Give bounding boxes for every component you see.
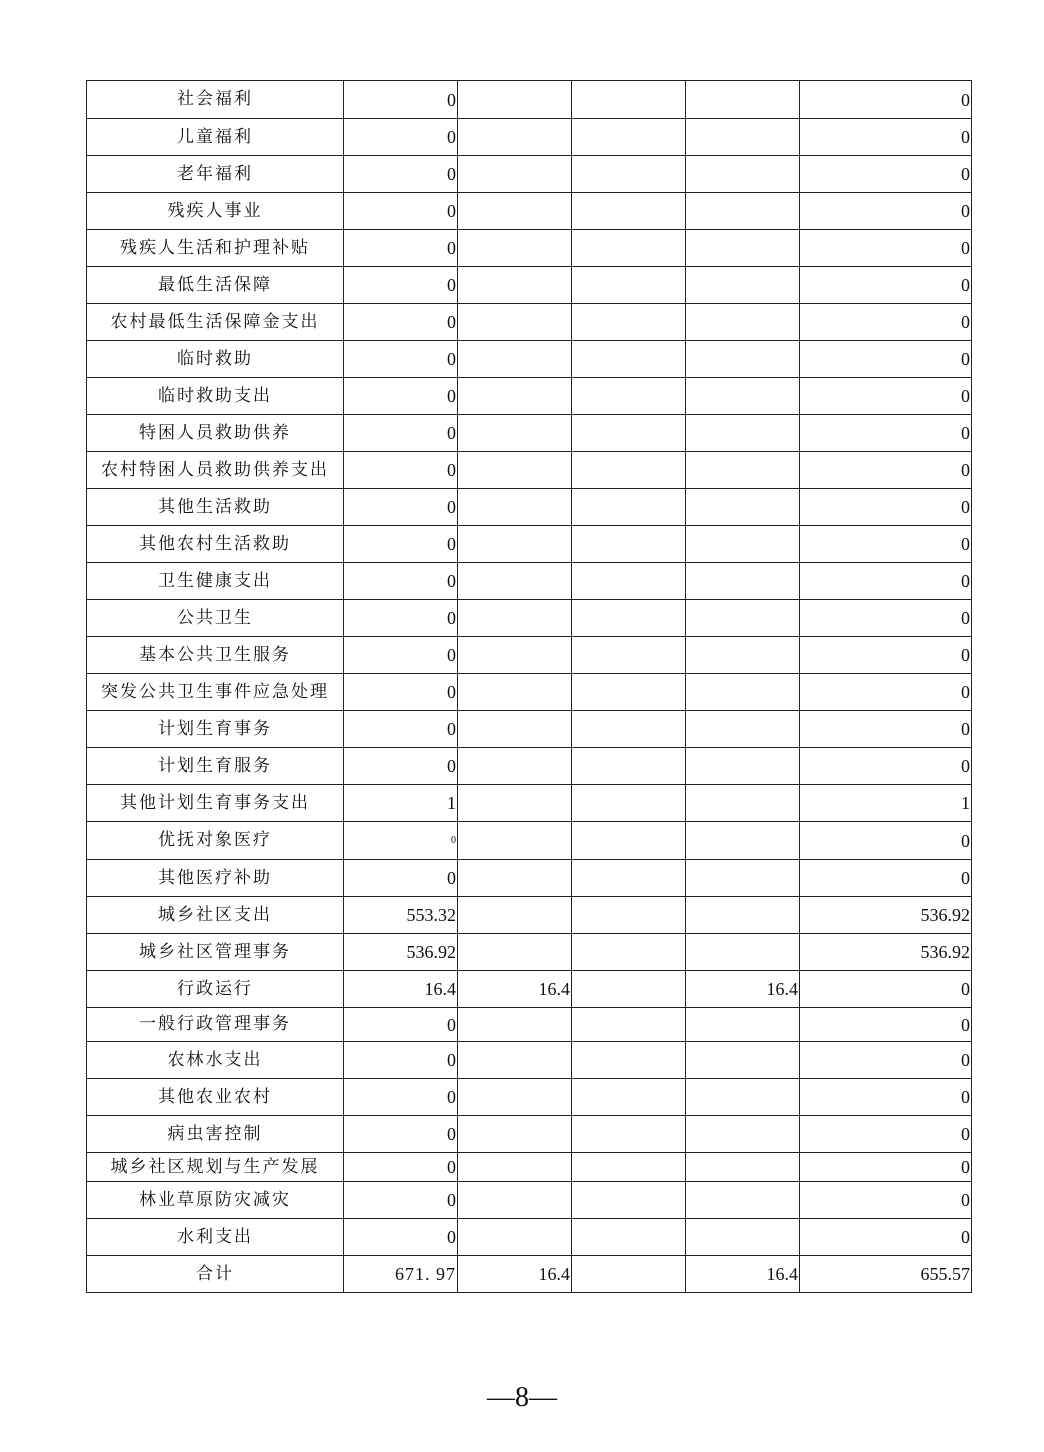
cell-c3	[686, 822, 800, 860]
table-row	[87, 822, 972, 860]
total-row	[87, 1256, 972, 1293]
table-row	[87, 1182, 972, 1219]
table-row	[87, 637, 972, 674]
cell-c1: 0	[344, 526, 458, 563]
table-row	[87, 600, 972, 637]
cell-empty	[572, 452, 686, 489]
cell-empty	[572, 1153, 686, 1182]
cell-c3	[686, 674, 800, 711]
cell-c3	[686, 1008, 800, 1042]
cell-c3	[686, 81, 800, 119]
cell-c3	[686, 748, 800, 785]
cell-c4: 0	[800, 489, 972, 526]
cell-empty	[572, 971, 686, 1008]
table-body	[87, 81, 972, 1293]
cell-empty	[572, 119, 686, 156]
cell-c2	[458, 748, 572, 785]
cell-c4: 0	[800, 230, 972, 267]
cell-c1: 0	[344, 119, 458, 156]
cell-c3	[686, 1219, 800, 1256]
cell-c2	[458, 674, 572, 711]
cell-empty	[572, 415, 686, 452]
cell-c4: 536.92	[800, 934, 972, 971]
cell-c2	[458, 1008, 572, 1042]
table-row	[87, 674, 972, 711]
cell-c1: 0	[344, 489, 458, 526]
cell-empty	[572, 785, 686, 822]
cell-c3	[686, 1153, 800, 1182]
cell-c3	[686, 526, 800, 563]
cell-empty	[572, 860, 686, 897]
row-label: 老年福利	[87, 156, 344, 193]
cell-empty	[572, 1256, 686, 1293]
table-row	[87, 267, 972, 304]
cell-c2	[458, 822, 572, 860]
cell-c4: 0	[800, 452, 972, 489]
table-row	[87, 1116, 972, 1153]
cell-c4: 0	[800, 1042, 972, 1079]
cell-c1: 1	[344, 785, 458, 822]
row-label: 其他农村生活救助	[87, 526, 344, 563]
cell-c3	[686, 378, 800, 415]
cell-c4: 0	[800, 1079, 972, 1116]
table-row	[87, 1079, 972, 1116]
cell-c4: 0	[800, 1153, 972, 1182]
row-label: 病虫害控制	[87, 1116, 344, 1153]
cell-c1: 0	[344, 193, 458, 230]
cell-c1: 0	[344, 230, 458, 267]
table-row	[87, 489, 972, 526]
cell-c2	[458, 304, 572, 341]
table-row	[87, 1008, 972, 1042]
cell-c4: 0	[800, 193, 972, 230]
cell-c3	[686, 600, 800, 637]
cell-c2	[458, 156, 572, 193]
cell-c3	[686, 230, 800, 267]
cell-c2	[458, 600, 572, 637]
cell-c1: 0	[344, 267, 458, 304]
cell-empty	[572, 341, 686, 378]
cell-empty	[572, 711, 686, 748]
cell-c1: 0	[344, 341, 458, 378]
cell-c3	[686, 711, 800, 748]
cell-c1: 0	[344, 600, 458, 637]
table-row	[87, 81, 972, 119]
table-row	[87, 563, 972, 600]
cell-c4: 0	[800, 304, 972, 341]
cell-c2	[458, 378, 572, 415]
cell-c2: 16.4	[458, 971, 572, 1008]
cell-c2	[458, 934, 572, 971]
cell-empty	[572, 748, 686, 785]
row-label: 临时救助	[87, 341, 344, 378]
row-label: 残疾人生活和护理补贴	[87, 230, 344, 267]
cell-c4: 0	[800, 711, 972, 748]
cell-c1: 553.32	[344, 897, 458, 934]
cell-c1: 0	[344, 563, 458, 600]
row-label: 临时救助支出	[87, 378, 344, 415]
cell-empty	[572, 378, 686, 415]
cell-c4: 536.92	[800, 897, 972, 934]
cell-c4: 0	[800, 674, 972, 711]
row-label: 行政运行	[87, 971, 344, 1008]
cell-c1: 0	[344, 637, 458, 674]
cell-c4: 0	[800, 378, 972, 415]
table-row	[87, 526, 972, 563]
row-label: 城乡社区支出	[87, 897, 344, 934]
cell-empty	[572, 674, 686, 711]
cell-c2	[458, 415, 572, 452]
cell-empty	[572, 934, 686, 971]
row-label: 城乡社区管理事务	[87, 934, 344, 971]
cell-empty	[572, 1079, 686, 1116]
cell-c4: 0	[800, 822, 972, 860]
cell-c1: 0	[344, 1079, 458, 1116]
row-label: 计划生育事务	[87, 711, 344, 748]
row-label: 林业草原防灾减灾	[87, 1182, 344, 1219]
cell-c1: 671. 97	[344, 1256, 458, 1293]
cell-c2	[458, 193, 572, 230]
cell-c4: 0	[800, 341, 972, 378]
cell-c1: 0	[344, 156, 458, 193]
cell-empty	[572, 526, 686, 563]
cell-c4: 655.57	[800, 1256, 972, 1293]
row-label: 合计	[87, 1256, 344, 1293]
cell-c3	[686, 489, 800, 526]
cell-c2	[458, 526, 572, 563]
cell-c3	[686, 785, 800, 822]
row-label: 其他医疗补助	[87, 860, 344, 897]
cell-c1: 0	[344, 81, 458, 119]
row-label: 优抚对象医疗	[87, 822, 344, 860]
cell-c3	[686, 452, 800, 489]
cell-c2	[458, 1116, 572, 1153]
row-label: 计划生育服务	[87, 748, 344, 785]
cell-empty	[572, 600, 686, 637]
cell-c3	[686, 304, 800, 341]
cell-c3	[686, 637, 800, 674]
cell-c3	[686, 1079, 800, 1116]
row-label: 特困人员救助供养	[87, 415, 344, 452]
table-row	[87, 860, 972, 897]
cell-c3	[686, 341, 800, 378]
table-row	[87, 897, 972, 934]
cell-c3	[686, 934, 800, 971]
row-label: 儿童福利	[87, 119, 344, 156]
cell-c3	[686, 1116, 800, 1153]
table-row	[87, 971, 972, 1008]
cell-c2	[458, 1182, 572, 1219]
row-label: 农村特困人员救助供养支出	[87, 452, 344, 489]
cell-c4: 0	[800, 119, 972, 156]
cell-c2	[458, 1079, 572, 1116]
row-label: 公共卫生	[87, 600, 344, 637]
cell-c4: 0	[800, 563, 972, 600]
cell-empty	[572, 1182, 686, 1219]
table-row	[87, 1042, 972, 1079]
table-row	[87, 304, 972, 341]
cell-c3	[686, 563, 800, 600]
row-label: 其他生活救助	[87, 489, 344, 526]
cell-c2	[458, 637, 572, 674]
row-label: 农村最低生活保障金支出	[87, 304, 344, 341]
cell-c1: 0	[344, 1116, 458, 1153]
cell-c1: 0	[344, 304, 458, 341]
row-label: 其他农业农村	[87, 1079, 344, 1116]
cell-empty	[572, 304, 686, 341]
table-row	[87, 1153, 972, 1182]
cell-c3: 16.4	[686, 971, 800, 1008]
cell-c3	[686, 860, 800, 897]
cell-c2	[458, 81, 572, 119]
cell-c4: 0	[800, 600, 972, 637]
cell-empty	[572, 1116, 686, 1153]
cell-c1: 0	[344, 1153, 458, 1182]
cell-c1: 0	[344, 822, 458, 860]
cell-c2	[458, 785, 572, 822]
cell-empty	[572, 1008, 686, 1042]
cell-c4: 0	[800, 526, 972, 563]
cell-c2	[458, 267, 572, 304]
table-row	[87, 452, 972, 489]
cell-c4: 0	[800, 267, 972, 304]
cell-c2	[458, 711, 572, 748]
cell-c1: 0	[344, 1042, 458, 1079]
cell-c4: 0	[800, 1182, 972, 1219]
budget-table	[86, 80, 972, 1293]
cell-c1: 16.4	[344, 971, 458, 1008]
cell-empty	[572, 563, 686, 600]
row-label: 最低生活保障	[87, 267, 344, 304]
table-row	[87, 934, 972, 971]
row-label: 水利支出	[87, 1219, 344, 1256]
row-label: 其他计划生育事务支出	[87, 785, 344, 822]
cell-c3	[686, 897, 800, 934]
cell-empty	[572, 637, 686, 674]
row-label: 农林水支出	[87, 1042, 344, 1079]
cell-c1: 0	[344, 711, 458, 748]
cell-empty	[572, 1042, 686, 1079]
cell-c2	[458, 897, 572, 934]
cell-empty	[572, 897, 686, 934]
row-label: 城乡社区规划与生产发展	[87, 1153, 344, 1182]
cell-c2: 16.4	[458, 1256, 572, 1293]
table-row	[87, 415, 972, 452]
table-row	[87, 378, 972, 415]
cell-c4: 0	[800, 637, 972, 674]
cell-c4: 0	[800, 1008, 972, 1042]
row-label: 突发公共卫生事件应急处理	[87, 674, 344, 711]
cell-c2	[458, 860, 572, 897]
table-row	[87, 193, 972, 230]
cell-c2	[458, 489, 572, 526]
cell-c1: 0	[344, 1182, 458, 1219]
table-row	[87, 711, 972, 748]
cell-c3: 16.4	[686, 1256, 800, 1293]
cell-c3	[686, 415, 800, 452]
table-row	[87, 230, 972, 267]
cell-c1: 0	[344, 452, 458, 489]
cell-empty	[572, 822, 686, 860]
cell-c1: 536.92	[344, 934, 458, 971]
cell-empty	[572, 156, 686, 193]
cell-c2	[458, 230, 572, 267]
cell-c2	[458, 1042, 572, 1079]
row-label: 一般行政管理事务	[87, 1008, 344, 1042]
cell-c4: 0	[800, 1116, 972, 1153]
row-label: 卫生健康支出	[87, 563, 344, 600]
cell-c2	[458, 563, 572, 600]
cell-c4: 0	[800, 81, 972, 119]
table-row	[87, 341, 972, 378]
cell-c3	[686, 119, 800, 156]
cell-c3	[686, 267, 800, 304]
cell-empty	[572, 193, 686, 230]
cell-c3	[686, 193, 800, 230]
cell-c4: 0	[800, 971, 972, 1008]
cell-c1: 0	[344, 748, 458, 785]
cell-c2	[458, 119, 572, 156]
table-row	[87, 785, 972, 822]
cell-empty	[572, 267, 686, 304]
table-row	[87, 119, 972, 156]
cell-c2	[458, 341, 572, 378]
row-label: 基本公共卫生服务	[87, 637, 344, 674]
row-label: 残疾人事业	[87, 193, 344, 230]
cell-c4: 0	[800, 415, 972, 452]
cell-c1: 0	[344, 415, 458, 452]
cell-c2	[458, 1219, 572, 1256]
cell-c4: 0	[800, 1219, 972, 1256]
cell-empty	[572, 489, 686, 526]
cell-c2	[458, 1153, 572, 1182]
cell-c1: 0	[344, 1219, 458, 1256]
cell-c4: 1	[800, 785, 972, 822]
cell-c3	[686, 1182, 800, 1219]
cell-c1: 0	[344, 1008, 458, 1042]
cell-c4: 0	[800, 860, 972, 897]
cell-c1: 0	[344, 860, 458, 897]
table-row	[87, 748, 972, 785]
cell-empty	[572, 230, 686, 267]
cell-c1: 0	[344, 378, 458, 415]
cell-empty	[572, 1219, 686, 1256]
page-number: —8—	[487, 1382, 557, 1413]
table-row	[87, 156, 972, 193]
row-label: 社会福利	[87, 81, 344, 119]
cell-c1: 0	[344, 674, 458, 711]
cell-c2	[458, 452, 572, 489]
table-row	[87, 1219, 972, 1256]
cell-c3	[686, 156, 800, 193]
cell-empty	[572, 81, 686, 119]
cell-c3	[686, 1042, 800, 1079]
cell-c4: 0	[800, 748, 972, 785]
cell-c4: 0	[800, 156, 972, 193]
